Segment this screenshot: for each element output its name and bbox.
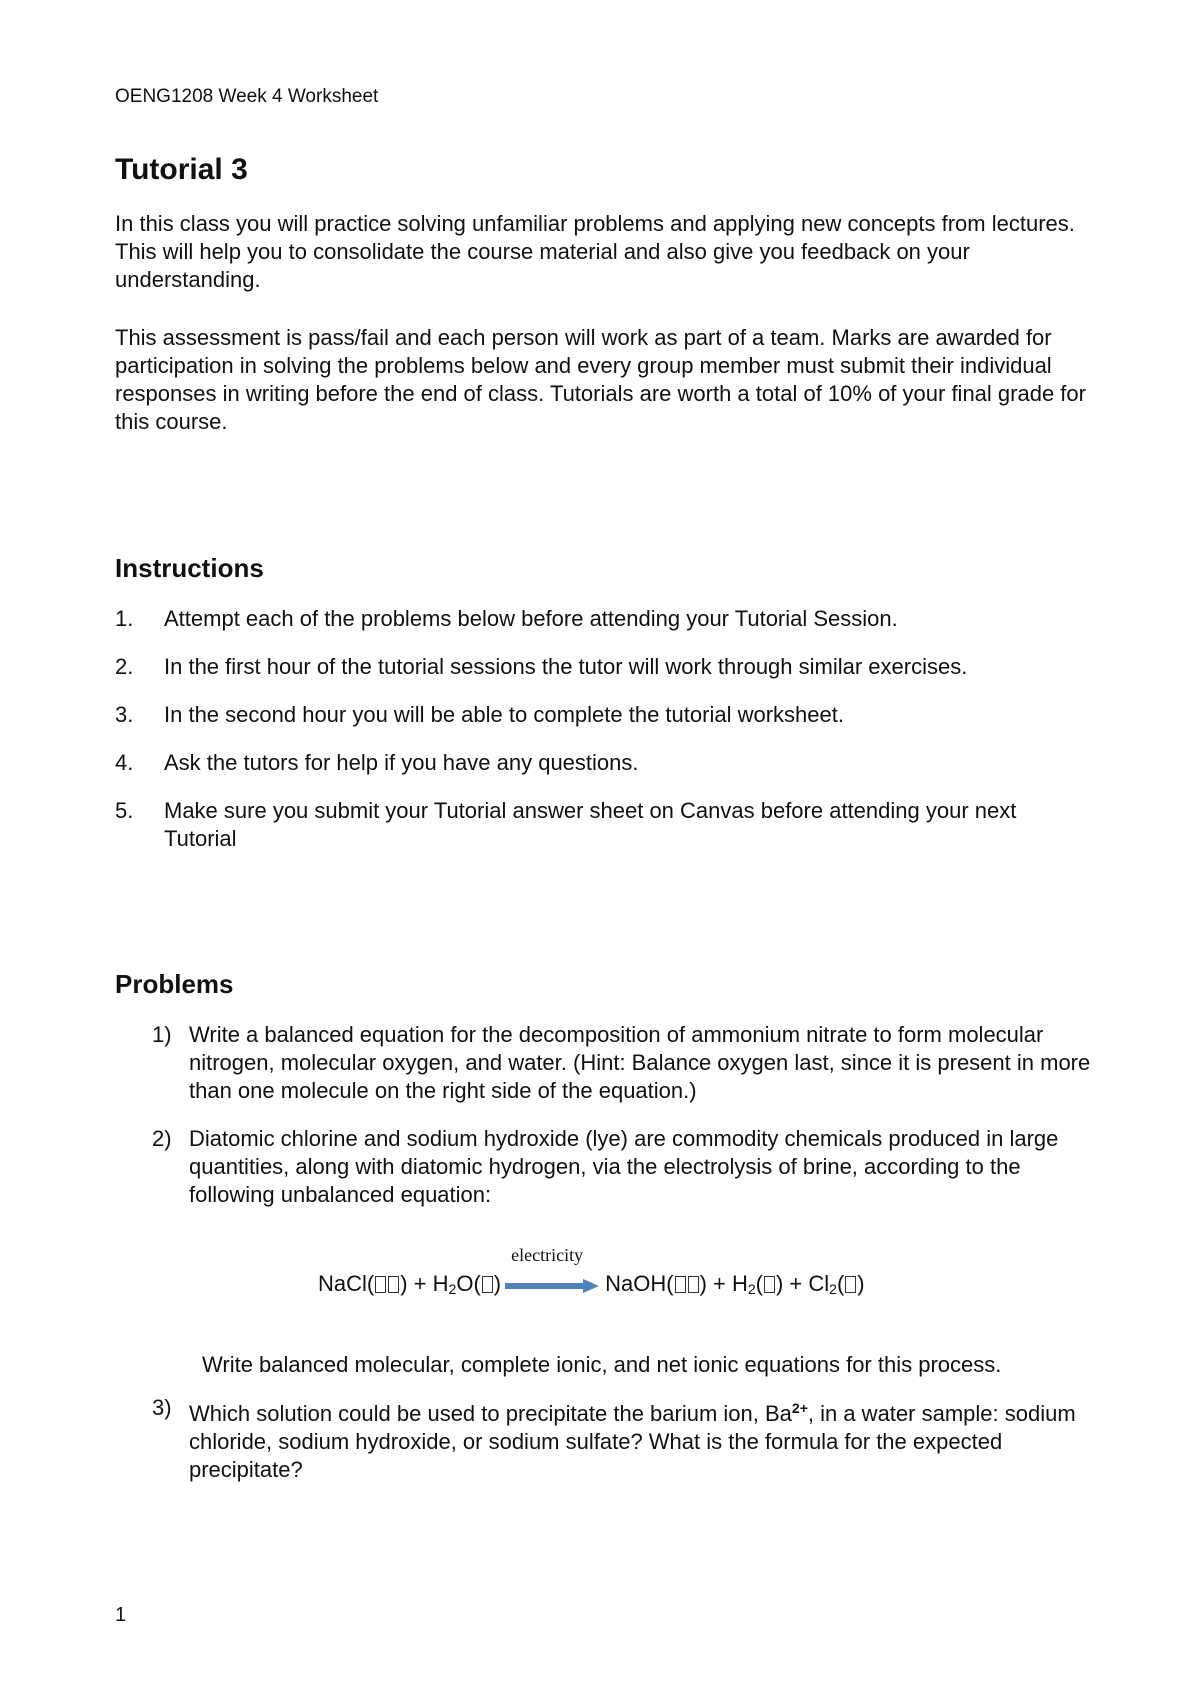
phase-placeholder-icon <box>482 1276 493 1293</box>
subscript: 2 <box>747 1281 756 1297</box>
equation-open: ( <box>755 1271 763 1296</box>
instruction-number: 4. <box>115 750 134 775</box>
instruction-text: In the second hour you will be able to complete the tutorial worksheet. <box>164 702 844 727</box>
instruction-item <box>115 605 1090 633</box>
problem-item <box>152 1394 1092 1484</box>
problem-number: 2) <box>152 1126 172 1151</box>
equation-plus: ) + H <box>699 1271 748 1296</box>
instruction-text: Attempt each of the problems below before attending your Tutorial Session. <box>164 606 898 631</box>
instruction-text: Ask the tutors for help if you have any questions. <box>164 750 639 775</box>
problem-number: 3) <box>152 1395 172 1420</box>
instruction-text: Make sure you submit your Tutorial answer sheet on Canvas before attending your next Tutorial <box>164 798 1017 851</box>
problem-text-end: , in a water sample: sodium chloride, sodium hydroxide, or sodium sulfate? What is the formula for the expected precipitate? <box>189 1401 1076 1482</box>
problems-heading: Problems <box>115 969 234 999</box>
equation-instruction: Write balanced molecular, complete ionic, and net ionic equations for this process. <box>202 1352 1002 1377</box>
problem-text <box>189 1394 1092 1484</box>
phase-placeholder-icon <box>688 1276 699 1293</box>
instruction-number: 2. <box>115 654 134 679</box>
subscript: 2 <box>829 1281 837 1297</box>
equation-close: ) <box>857 1271 865 1296</box>
ion-charge: 2+ <box>791 1400 808 1416</box>
subscript: 2 <box>448 1281 457 1297</box>
page-title: Tutorial 3 <box>115 153 248 186</box>
instruction-item <box>115 749 1090 777</box>
problem-item <box>152 1021 1092 1105</box>
intro-paragraph-2: This assessment is pass/fail and each person will work as part of a team. Marks are awarded for participation in solving the problems below and every group member must submit their individual responses in writing before the end of class. Tutorials are worth a total of 10% of your final grade for this course. <box>115 325 1086 434</box>
equation-h2o: O( <box>456 1271 481 1296</box>
instruction-number: 5. <box>115 798 134 823</box>
document-header: OENG1208 Week 4 Worksheet <box>115 86 379 107</box>
equation-naoh: NaOH( <box>605 1271 674 1296</box>
equation-nacl: NaCl( <box>318 1271 375 1296</box>
equation-plus: ) + Cl <box>775 1271 830 1296</box>
instruction-number: 3. <box>115 702 134 727</box>
intro-paragraph-1: In this class you will practice solving unfamiliar problems and applying new concepts from lectures. This will help you to consolidate the course material and also give you feedback on your understanding. <box>115 211 1075 292</box>
problem-number: 1) <box>152 1022 172 1047</box>
phase-placeholder-icon <box>675 1276 686 1293</box>
equation-close: ) <box>493 1271 502 1296</box>
instructions-heading: Instructions <box>115 553 264 583</box>
page-number: 1 <box>115 1604 127 1626</box>
instruction-item <box>115 797 1090 853</box>
instruction-item <box>115 701 1090 729</box>
phase-placeholder-icon <box>845 1276 856 1293</box>
problem-item <box>152 1125 1092 1209</box>
problem-text: Diatomic chlorine and sodium hydroxide (lye) are commodity chemicals produced in large quantities, along with diatomic hydrogen, via the electrolysis of brine, according to the following unbalanced equation: <box>189 1126 1059 1207</box>
equation-plus: ) + H <box>400 1271 449 1296</box>
phase-placeholder-icon <box>375 1276 386 1293</box>
equation-open: ( <box>836 1271 845 1296</box>
phase-placeholder-icon <box>764 1276 775 1293</box>
arrow-label: electricity <box>511 1245 584 1265</box>
electrolysis-equation <box>318 1245 1018 1303</box>
instruction-text: In the first hour of the tutorial sessions the tutor will work through similar exercises. <box>164 654 968 679</box>
instruction-item <box>115 653 1090 681</box>
problem-text-start: Which solution could be used to precipitate the barium ion, Ba <box>189 1401 792 1426</box>
phase-placeholder-icon <box>388 1276 399 1293</box>
instruction-number: 1. <box>115 606 134 631</box>
problem-text: Write a balanced equation for the decomposition of ammonium nitrate to form molecular nitrogen, molecular oxygen, and water. (Hint: Balance oxygen last, since it is present in more than one molecule on the right side of the equation.) <box>189 1022 1091 1103</box>
right-arrow-icon <box>505 1279 601 1293</box>
reaction-arrow <box>505 1245 601 1298</box>
